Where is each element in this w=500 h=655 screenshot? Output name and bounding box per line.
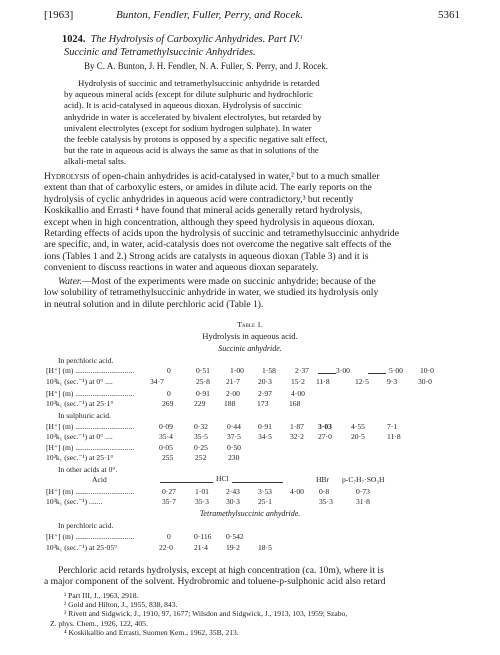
article-number: 1024. [62,34,86,45]
acid-label: Acid [92,475,107,484]
title-ref: 1 [299,34,304,41]
table-cell: 21·7 [226,377,240,386]
page-number: 5361 [438,9,460,21]
footnote: ⁴ Koskikallio and Errasti, Suomen Kem., 1962, 35B, 213. [64,627,239,637]
title-text: The Hydrolysis of Carboxylic Anhydrides. Part IV. [90,34,300,45]
table-cell: 0·542 [226,532,244,541]
table-cell: 35·4 [159,432,173,441]
perchloric-label-2: In perchloric acid. [58,521,114,530]
closing-paragraph [44,565,462,588]
table-cell: 3·00 [336,366,350,375]
body-line: in neutral solution and in dilute perchloric acid (Table 1). [44,298,264,310]
water-paragraph [44,276,462,310]
abstract-line: Hydrolysis of succinic and tetramethylsuccinic anhydride is retarded [78,78,320,88]
body-line: of open-chain anhydrides is acid-catalysed in water,² but to a much smaller [89,171,380,182]
table-cell: 25·8 [196,377,210,386]
table-row-label: 10³k₁ (sec.⁻¹) at 0° .... [46,377,113,386]
table-cell: 34·7 [150,377,164,386]
other-acids-label: In other acids at 0°. [58,465,118,474]
table-cell: 252 [195,453,207,462]
table-row-label: [H⁺] (m) ............................... [46,366,135,375]
table-cell: 1·00 [230,366,244,375]
section-succinic: Succinic anhydride. [218,344,282,353]
body-line: Perchloric acid retards hydrolysis, except at high concentration (ca. 10m), where it is [58,565,384,576]
table-row-label: 10³k₁ (sec.⁻¹) ....... [46,497,103,506]
body-line: low solubility of tetramethylsuccinic anhydride in water, we studied its hydrolysis only [44,287,379,299]
table-cell: 35·5 [194,432,208,441]
table-cell: 3·03 [318,422,332,431]
body-line: hydrolysis of cyclic anhydrides in aqueous acid were contradictory,³ but recently [44,193,354,205]
table-cell: 0·05 [159,443,173,452]
table-cell: 9·3 [387,377,398,386]
section-tetra: Tetramethylsuccinic anhydride. [199,509,301,518]
footnote: ² Gold and Hilton, J., 1955, 838, 843. [64,600,178,610]
table-cell: 269 [162,399,174,408]
table-cell: 4·55 [351,422,365,431]
table-cell: 0 [167,366,171,375]
table-cell: 37·5 [227,432,241,441]
table-cell: 2·37 [295,366,309,375]
table-cell: 7·1 [387,422,398,431]
table-row-label: [H⁺] (m) ............................... [46,532,135,541]
table-row-label: 10³k₁ (sec.⁻¹) at 25·1° [46,399,114,408]
intro-paragraph [44,171,462,274]
table-cell: 188 [224,399,236,408]
pts-label: p-C₇H₇·SO₃H [342,475,385,484]
table-cell: 0·51 [196,366,210,375]
abstract-line: by aqueous mineral acids (except for dilute sulphuric and hydrochloric [64,89,313,100]
table-cell: 229 [194,399,206,408]
table-cell: 19·2 [226,543,240,552]
table-cell: 22·0 [159,543,173,552]
table-row-label: 10³k₁ (sec.⁻¹) at 0° .... [46,432,113,441]
abstract-line: but the rate in aqueous acid is always the same as that in solutions of the [64,145,319,156]
table-cell: 25·1 [258,497,272,506]
abstract-line: univalent electrolytes (except for sodium hydrogen sulphate). In water [64,122,312,133]
table-cell: 10·0 [420,366,434,375]
hcl-label: HCl [213,474,232,483]
bracket-rule [368,373,386,374]
table-cell: 5·00 [389,366,403,375]
abstract-line: anhydride in water is accelerated by bivalent electrolytes, but retarded by [64,111,322,122]
table-cell: 0·44 [227,422,241,431]
table-cell: 1·58 [262,366,276,375]
body-line: —Most of the experiments were made on succinic anhydride; because of the [81,276,376,287]
table-row-label: [H⁺] (m) ............................... [46,487,135,496]
table-row-label: [H⁺] (m) ............................... [46,389,135,398]
table-cell: 30·3 [226,497,240,506]
body-line: convenient to discuss reactions in water and aqueous dioxan separately. [44,262,319,274]
table-cell: 230 [228,453,240,462]
table-cell: 1·01 [195,487,209,496]
table-cell: 21·4 [194,543,208,552]
body-line: a major component of the solvent. Hydrobromic and toluene-p-sulphonic acid also retard [44,576,386,588]
year: [1963] [44,9,74,21]
table-cell: 32·2 [290,432,304,441]
table-cell: 2·43 [226,487,240,496]
table-cell: 0·50 [227,443,241,452]
body-line: are specific, and, in water, acid-catalysis does not overcome the negative salt effects of the [44,239,392,251]
running-header [44,9,460,23]
bracket-rule [318,373,336,374]
abstract-line: the feeble catalysis by protons is opposed by a specific negative salt effect, [64,134,328,145]
table-cell: 20·3 [258,377,272,386]
water-lead: Water. [58,276,82,287]
table-row-label: [H⁺] (m) ............................... [46,422,135,431]
authors: By C. A. Bunton, J. H. Fendler, N. A. Fuller, S. Perry, and J. Rocek. [84,61,328,71]
table-row-label: 10³k₁ (sec.⁻¹) at 25·1° [46,453,114,462]
body-line: Retarding effects of acids upon the hydrolysis of succinic and tetramethylsuccinic anhydride [44,228,399,240]
intro-lead: Hydrolysis [44,171,90,182]
running-title: Bunton, Fendler, Fuller, Perry, and Rocek. [116,9,303,21]
footnote: ³ Rivett and Sidgwick, J., 1910, 97, 1677; Wilsdon and Sidgwick, J., 1913, 103, 1959; Szabo, [64,609,348,619]
table-cell: 15·2 [291,377,305,386]
table-cell: 0·116 [194,532,212,541]
footnote: ¹ Part III, J., 1963, 2918. [64,591,139,600]
body-line: ions (Tables 1 and 2.) Strong acids are catalysts in aqueous dioxan (Table 3) and it is [44,250,369,262]
table-cell: 255 [162,453,174,462]
table-cell: 0·91 [258,422,272,431]
table-cell: 0·8 [319,487,330,496]
body-line: except when in high concentration, although they speed hydrolysis in aqueous dioxan. [44,216,375,228]
table-cell: 27·0 [318,432,332,441]
footnotes [50,591,460,637]
table-caption: Hydrolysis in aqueous acid. [202,331,298,341]
table-cell: 35·7 [162,497,176,506]
table-cell: 0·32 [194,422,208,431]
table-cell: 0·27 [162,487,176,496]
hbr-label: HBr [316,475,330,484]
table-cell: 0 [167,532,171,541]
table-cell: 11·8 [387,432,401,441]
body-line: extent than that of carboxylic esters, or amides in dilute acid. The early reports on the [44,182,372,194]
table-cell: 2·97 [258,389,272,398]
table-cell: 34·5 [258,432,272,441]
table-cell: 173 [257,399,269,408]
table-cell: 0 [167,389,171,398]
table-cell: 4·00 [291,389,305,398]
abstract-line: alkali-metal salts. [64,156,127,167]
table-cell: 35·3 [319,497,333,506]
table-label: Table 1. [237,320,263,329]
table-cell: 1·87 [290,422,304,431]
footnote: Z. phys. Chem., 1926, 122, 405. [50,618,148,628]
article-subtitle: Succinic and Tetramethylsuccinic Anhydrides. [64,47,256,58]
table-cell: 18·5 [258,543,272,552]
body-line: Koskikallio and Errasti ⁴ have found that mineral acids generally retard hydrolysis, [44,205,363,217]
table-cell: 35·3 [195,497,209,506]
table-row-label: [H⁺] (m) ............................... [46,443,135,452]
table-cell: 2·00 [226,389,240,398]
table-cell: 12·5 [355,377,369,386]
table-cell: 0·91 [196,389,210,398]
abstract [64,78,460,168]
sulphuric-label: In sulphuric acid. [58,411,111,420]
table-row-label: 10³k₁ (sec.⁻¹) at 25·05° [46,543,118,552]
perchloric-label: In perchloric acid. [58,356,114,365]
table-cell: 20·5 [351,432,365,441]
table-cell: 30·0 [418,377,432,386]
abstract-line: acid). It is acid-catalysed in aqueous dioxan. Hydrolysis of succinic [64,100,302,111]
article-title [62,34,303,45]
table-cell: 31·8 [356,497,370,506]
table-cell: 0·73 [356,487,370,496]
table-cell: 4·00 [290,487,304,496]
table-cell: 3·53 [258,487,272,496]
table-cell: 168 [289,399,301,408]
table-cell: 0·25 [194,443,208,452]
table-cell: 0·09 [159,422,173,431]
table-cell: 11·8 [316,377,330,386]
